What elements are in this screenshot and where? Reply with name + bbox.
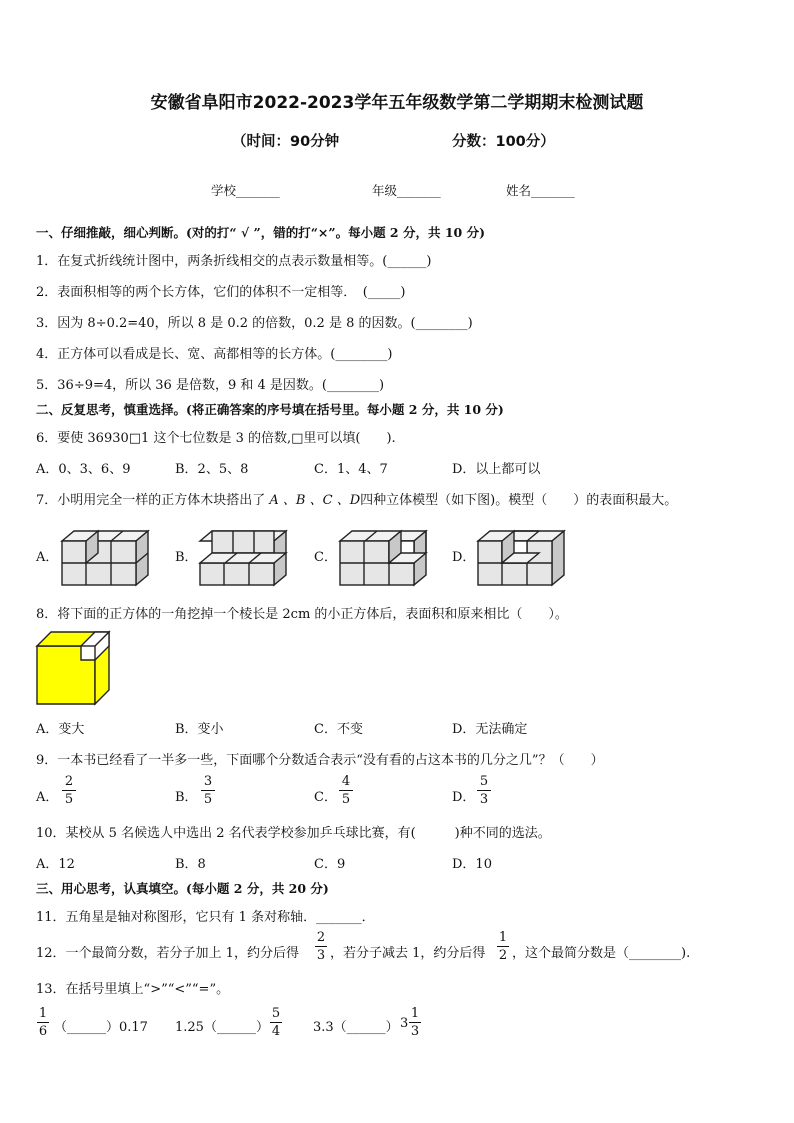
section-1-heading: 一、仔细推敲，细心判断。(对的打“ √ ”，错的打“×”。每小题 2 分，共 10 分) xyxy=(36,225,485,240)
time-label: （时间：90分钟 xyxy=(232,134,340,150)
q12-f1-denominator: 3 xyxy=(316,948,326,963)
q9-a-numerator: 2 xyxy=(64,774,74,789)
q13-mixed-whole: 3 xyxy=(400,1016,409,1031)
q13-f1-denominator: 6 xyxy=(38,1024,48,1039)
q9-d-numerator: 5 xyxy=(479,774,489,789)
q7-model-letters: A 、B 、C 、D xyxy=(269,493,361,508)
q9-b-numerator: 3 xyxy=(203,774,213,789)
q9-option-d[interactable]: D． xyxy=(452,790,476,805)
q12-f2-numerator: 1 xyxy=(498,930,508,945)
q8-option-a[interactable]: A．变大 xyxy=(36,722,85,737)
q13-fraction-3 xyxy=(409,1006,421,1039)
score-label: 分数：100分） xyxy=(452,134,555,150)
q13-compare-1[interactable]: （______）0.17 xyxy=(54,1020,148,1035)
question-3: 3．因为 8÷0.2=40，所以 8 是 0.2 的倍数，0.2 是 8 的因数。(________) xyxy=(36,316,473,331)
q7-option-b[interactable]: B． xyxy=(175,550,198,565)
section-2-heading: 二、反复思考，慎重选择。(将正确答案的序号填在括号里。每小题 2 分，共 10 分) xyxy=(36,402,504,417)
question-13: 13．在括号里填上“>”“<”“=”。 xyxy=(36,982,230,997)
question-12-part-a: 12．一个最简分数，若分子加上 1，约分后得 xyxy=(36,946,299,961)
q12-fraction-2 xyxy=(497,930,509,963)
model-b-image xyxy=(200,521,290,587)
q9-d-denominator: 3 xyxy=(479,792,489,807)
q13-fraction-2 xyxy=(270,1006,282,1039)
model-c-image xyxy=(340,521,430,587)
q6-option-b[interactable]: B．2、5、8 xyxy=(175,462,249,477)
q7-text-pre: 7．小明用完全一样的正方体木块搭出了 xyxy=(36,493,270,508)
question-8: 8．将下面的正方体的一角挖掉一个棱长是 2cm 的小正方体后，表面积和原来相比（ ）。 xyxy=(36,607,568,622)
question-12-part-b: ，若分子减去 1，约分后得 xyxy=(330,946,486,961)
yellow-cube-image xyxy=(37,632,113,704)
q9-b-denominator: 5 xyxy=(203,792,213,807)
q10-option-d[interactable]: D．10 xyxy=(452,857,492,872)
question-6: 6．要使 36930□1 这个七位数是 3 的倍数,□里可以填( ). xyxy=(36,431,396,446)
question-1: 1．在复式折线统计图中，两条折线相交的点表示数量相等。(______) xyxy=(36,254,432,269)
q9-c-numerator: 4 xyxy=(341,774,351,789)
question-4: 4．正方体可以看成是长、宽、高都相等的长方体。(________) xyxy=(36,347,393,362)
q7-option-d[interactable]: D． xyxy=(452,550,476,565)
q13-f3-numerator: 1 xyxy=(410,1006,420,1021)
question-5: 5．36÷9=4，所以 36 是倍数，9 和 4 是因数。(________) xyxy=(36,378,385,393)
q9-c-fraction xyxy=(339,774,353,807)
q12-f2-denominator: 2 xyxy=(498,948,508,963)
question-7 xyxy=(36,489,677,508)
q6-option-c[interactable]: C．1、4、7 xyxy=(314,462,388,477)
q9-option-a[interactable]: A． xyxy=(36,790,59,805)
q9-d-fraction xyxy=(477,774,491,807)
section-3-heading: 三、用心思考，认真填空。(每小题 2 分，共 20 分) xyxy=(36,881,329,896)
q13-f2-numerator: 5 xyxy=(271,1006,281,1021)
q9-option-c[interactable]: C． xyxy=(314,790,337,805)
q13-compare-2[interactable]: 1.25（______） xyxy=(175,1020,269,1035)
q13-compare-3[interactable]: 3.3（______） xyxy=(313,1020,399,1035)
q9-a-denominator: 5 xyxy=(64,792,74,807)
q13-f2-denominator: 4 xyxy=(271,1024,281,1039)
q7-option-a[interactable]: A． xyxy=(36,550,59,565)
model-d-image xyxy=(478,521,568,587)
name-field[interactable]: 姓名_______ xyxy=(506,183,575,198)
q8-option-d[interactable]: D．无法确定 xyxy=(452,722,528,737)
q7-text-post: 四种立体模型（如下图)。模型（ ）的表面积最大。 xyxy=(360,493,678,508)
q9-a-fraction xyxy=(62,774,76,807)
q9-c-denominator: 5 xyxy=(341,792,351,807)
q10-option-b[interactable]: B．8 xyxy=(175,857,206,872)
q6-option-d[interactable]: D．以上都可以 xyxy=(452,462,541,477)
question-12-part-c: ，这个最简分数是（________). xyxy=(512,946,691,961)
q8-option-c[interactable]: C．不变 xyxy=(314,722,363,737)
q13-f3-denominator: 3 xyxy=(410,1024,420,1039)
q10-option-c[interactable]: C．9 xyxy=(314,857,346,872)
grade-field[interactable]: 年级_______ xyxy=(372,183,441,198)
question-2: 2．表面积相等的两个长方体，它们的体积不一定相等． (_____) xyxy=(36,285,406,300)
exam-title: 安徽省阜阳市2022-2023学年五年级数学第二学期期末检测试题 xyxy=(150,93,644,113)
question-9: 9．一本书已经看了一半多一些，下面哪个分数适合表示“没有看的占这本书的几分之几”？（ ） xyxy=(36,753,604,768)
q12-f1-numerator: 2 xyxy=(316,930,326,945)
q8-option-b[interactable]: B．变小 xyxy=(175,722,224,737)
q9-option-b[interactable]: B． xyxy=(175,790,198,805)
question-10: 10．某校从 5 名候选人中选出 2 名代表学校参加乒乓球比赛，有( )种不同的选法。 xyxy=(36,826,551,841)
q13-f1-numerator: 1 xyxy=(38,1006,48,1021)
q13-fraction-1 xyxy=(37,1006,49,1039)
q7-option-c[interactable]: C． xyxy=(314,550,337,565)
school-field[interactable]: 学校_______ xyxy=(211,183,280,198)
q6-option-a[interactable]: A．0、3、6、9 xyxy=(36,462,131,477)
q9-b-fraction xyxy=(201,774,215,807)
model-a-image xyxy=(62,521,152,587)
q10-option-a[interactable]: A．12 xyxy=(36,857,75,872)
question-11: 11．五角星是轴对称图形，它只有 1 条对称轴．_______． xyxy=(36,910,375,925)
q12-fraction-1 xyxy=(315,930,327,963)
